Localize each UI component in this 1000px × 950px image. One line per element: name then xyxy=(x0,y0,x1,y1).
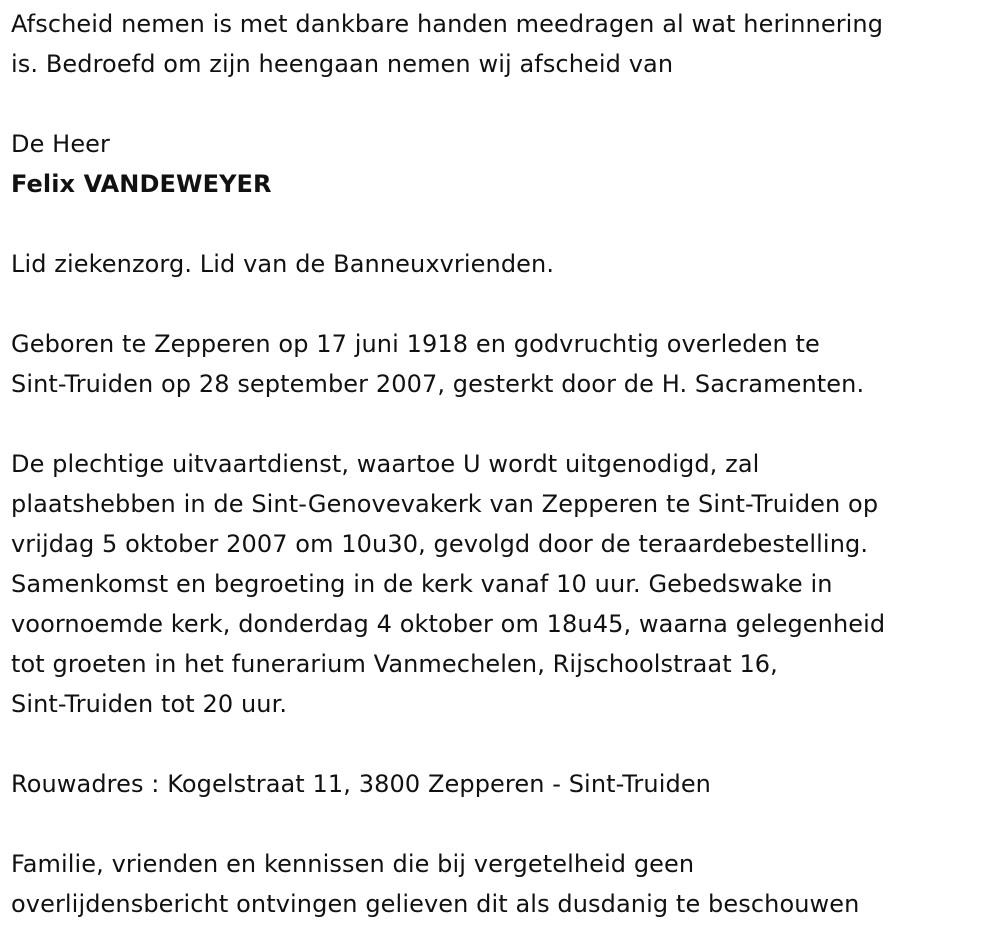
spacer xyxy=(11,404,986,444)
birth-death-line: Geboren te Zepperen op 17 juni 1918 en godvruchtig overleden te xyxy=(11,330,820,358)
service-paragraph xyxy=(11,444,986,724)
spacer xyxy=(11,204,986,244)
intro-line: Afscheid nemen is met dankbare handen meedragen al wat herinnering xyxy=(11,10,884,38)
service-line: plaatshebben in de Sint-Genovevakerk van Zepperen te Sint-Truiden op xyxy=(11,490,879,518)
obituary-document xyxy=(11,4,986,924)
birth-death-paragraph xyxy=(11,324,986,404)
intro-paragraph xyxy=(11,4,986,84)
closing-line: overlijdensbericht ontvingen gelieven dit als dusdanig te beschouwen xyxy=(11,890,860,918)
mourning-address: Rouwadres : Kogelstraat 11, 3800 Zepperen - Sint-Truiden xyxy=(11,770,711,798)
closing-line: Familie, vrienden en kennissen die bij vergetelheid geen xyxy=(11,850,695,878)
intro-line: is. Bedroefd om zijn heengaan nemen wij afscheid van xyxy=(11,50,674,78)
service-line: tot groeten in het funerarium Vanmechelen, Rijschoolstraat 16, xyxy=(11,650,778,678)
spacer xyxy=(11,724,986,764)
service-line: Sint-Truiden tot 20 uur. xyxy=(11,690,288,718)
spacer xyxy=(11,84,986,124)
closing-paragraph xyxy=(11,844,986,924)
service-line: De plechtige uitvaartdienst, waartoe U wordt uitgenodigd, zal xyxy=(11,450,760,478)
service-line: vrijdag 5 oktober 2007 om 10u30, gevolgd door de teraardebestelling. xyxy=(11,530,869,558)
service-line: voornoemde kerk, donderdag 4 oktober om 18u45, waarna gelegenheid xyxy=(11,610,886,638)
deceased-name: Felix VANDEWEYER xyxy=(11,170,272,198)
spacer xyxy=(11,284,986,324)
birth-death-line: Sint-Truiden op 28 september 2007, gesterkt door de H. Sacramenten. xyxy=(11,370,865,398)
salutation: De Heer xyxy=(11,130,111,158)
service-line: Samenkomst en begroeting in de kerk vanaf 10 uur. Gebedswake in xyxy=(11,570,833,598)
memberships: Lid ziekenzorg. Lid van de Banneuxvrienden. xyxy=(11,250,555,278)
spacer xyxy=(11,804,986,844)
